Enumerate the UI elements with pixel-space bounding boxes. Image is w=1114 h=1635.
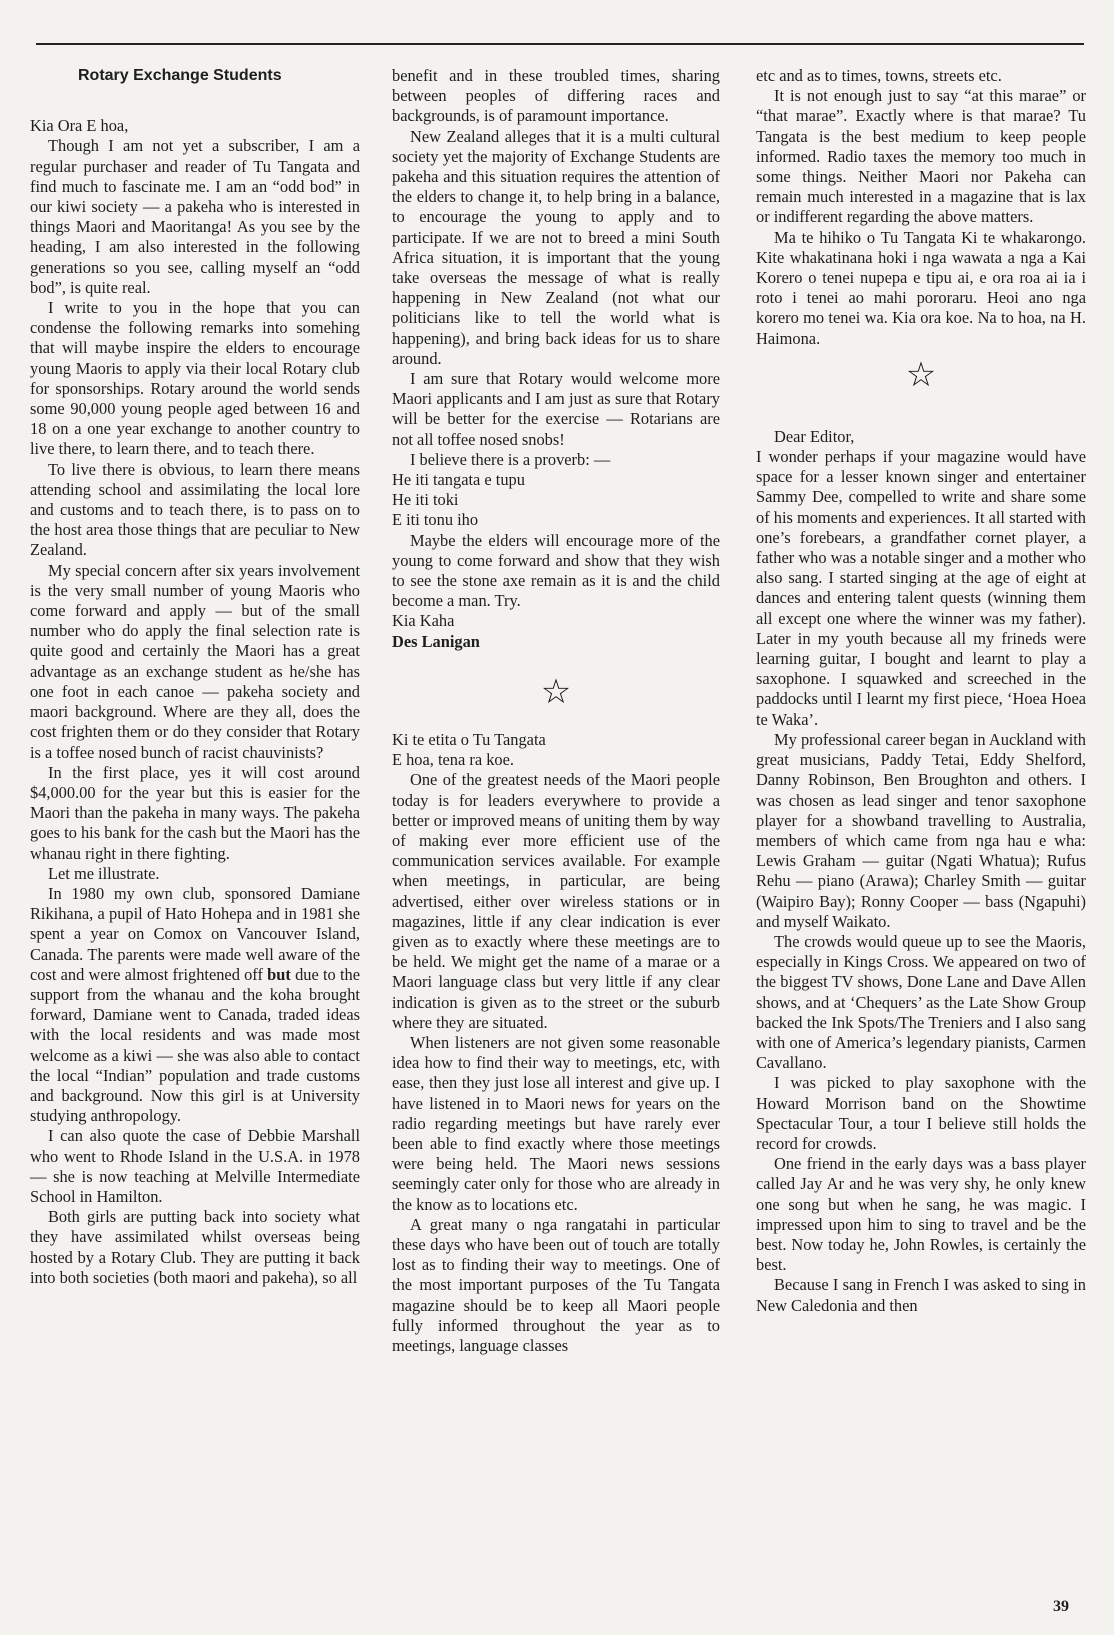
paragraph: Because I sang in French I was asked to sing in New Caledonia and then <box>756 1275 1086 1315</box>
letter-greeting: E hoa, tena ra koe. <box>392 750 514 770</box>
paragraph: I can also quote the case of Debbie Marshall who went to Rhode Island in the U.S.A. in 1978 — she is now teaching at Melville Intermediate School in Hamilton. <box>30 1126 360 1206</box>
proverb-line: He iti toki <box>392 490 459 510</box>
article-heading: Rotary Exchange Students <box>78 67 282 84</box>
paragraph: A great many o nga rangatahi in particular these days who have been out of touch are totally lost as to finding their way to meetings. One of the most important purposes of the Tu Tangata magazine should be to keep all Maori people fully informed throughout the year as to meetings, language classes <box>392 1214 720 1355</box>
paragraph: My special concern after six years involvement is the very small number of young Maoris who come forward and apply — but of the small number who do apply the final selection rate is quite good and certainly the Maori has a great advantage as an exchange student as he/she has one foot in each canoe — pakeha society and maori background. Where are they all, does the cost frighten them or do they consider that Rotary is a toffee nosed bunch of racist chauvinists? <box>30 560 360 762</box>
star-icon: ☆ <box>905 356 937 394</box>
paragraph: I was picked to play saxophone with the Howard Morrison band on the Showtime Spectacular Tour, a tour I believe still holds the record for crowds. <box>756 1073 1086 1153</box>
column-3 <box>756 66 1086 1316</box>
paragraph: etc and as to times, towns, streets etc. <box>756 66 1002 85</box>
paragraph: My professional career began in Auckland with great musicians, Paddy Tetai, Eddy Shelford, Danny Robinson, Ben Broughton and others. I was chosen as lead singer and tenor saxophone player for a showband travelling to Australia, members of which came from nga hau e wha: Lewis Graham — guitar (Ngati Whatua); Rufus Rehu — piano (Arawa); Charley Smith — guitar (Waipiro Bay); Ronny Cooper — bass (Ngapuhi) and myself Waikato. <box>756 729 1086 931</box>
paragraph <box>30 884 360 1126</box>
paragraph: Let me illustrate. <box>48 863 160 883</box>
text-run: due to the support from the whanau and the koha brought forward, Damiane went to Canada, traded ideas with the local residents and was made most welcome as a kiwi — she was also able to contact the local “Indian” population and trade customs and background. Now this girl is at University studying anthropology. <box>30 964 360 1126</box>
paragraph: New Zealand alleges that it is a multi cultural society yet the majority of Exchange Students are pakeha and this situation requires the attention of the elders to change it, to help bring in a balance, to encourage the young to apply and to participate. If we are not to breed a mini South Africa situation, it is important that the young take overseas the message of what is really happening in New Zealand (not what our politicians like to tell the world what is happening), and bring back ideas for us to share around. <box>392 126 720 368</box>
proverb-line: He iti tangata e tupu <box>392 470 525 490</box>
letter-greeting: Ki te etita o Tu Tangata <box>392 729 546 749</box>
paragraph: Ma te hihiko o Tu Tangata Ki te whakarongo. Kite whakatinana hoki i nga wawata a nga a Kai Korero o tenei nupepa e tipu ai, e ora roa ai ia i roto i tenei ao mahi pororaru. Heoi ano nga korero mo tenei wa. Kia ora koe. Na to hoa, na H. Haimona. <box>756 227 1086 348</box>
column-2 <box>392 66 720 1356</box>
paragraph: Both girls are putting back into society what they have assimilated whilst overseas being hosted by a Rotary Club. They are putting it back into both societies (both maori and pakeha), so all <box>30 1207 360 1287</box>
star-icon: ☆ <box>540 673 572 711</box>
paragraph: Maybe the elders will encourage more of the young to come forward and show that they wish to see the stone axe remain as it is and the child become a man. Try. <box>392 530 720 611</box>
letter-greeting: Dear Editor, <box>774 426 855 446</box>
paragraph: One of the greatest needs of the Maori people today is for leaders everywhere to provide a better or improved means of uniting them by way of making ever more efficient use of the communication services available. For example when meetings, in particular, are being advertised, either over wireless stations or in magazines, little if any clear indication is ever given as to exactly where these meetings are to be held. We might get the name of a marae or a Maori language class but very little if any clear indication is given as to the street or the suburb where they are situated. <box>392 770 720 1032</box>
paragraph: When listeners are not given some reasonable idea how to find their way to meetings, etc, with ease, then they just lose all interest and give up. I have listened in to Maori news for years on the radio regarding meetings but have rarely ever been able to find exactly where those meetings were being held. The Maori news sessions seemingly cater only for those who are already in the know as to locations etc. <box>392 1032 720 1214</box>
letter-greeting: Kia Ora E hoa, <box>30 116 129 136</box>
proverb-line: E iti tonu iho <box>392 510 479 530</box>
paragraph: I am sure that Rotary would welcome more Maori applicants and I am just as sure that Rotary will be better for the exercise — Rotarians are not all toffee nosed snobs! <box>392 369 720 449</box>
column-1 <box>30 66 360 1288</box>
paragraph: I write to you in the hope that you can condense the following remarks into somehing that will maybe inspire the elders to encourage young Maoris to apply via their local Rotary club for sponsorships. Rotary around the world sends some 90,000 young people aged between 16 and 18 on a one year exchange to another country to live there, to learn there, and to teach there. <box>30 298 360 459</box>
page-number: 39 <box>1053 1598 1069 1615</box>
spacer <box>756 405 1086 427</box>
paragraph: Though I am not yet a subscriber, I am a regular purchaser and reader of Tu Tangata and find much to fascinate me. I am an “odd bod” in our kiwi society — a pakeha who is interested in things Maori and Maoritanga! As you see by the heading, I am also interested in the following generations so you see, calling myself an “odd bod”, is quite real. <box>30 136 360 297</box>
top-rule <box>36 43 1084 45</box>
paragraph: It is not enough just to say “at this marae” or “that marae”. Exactly where is that marae? Tu Tangata is the best medium to keep people informed. Radio taxes the memory too much in some things. Neither Maori nor Pakeha can remain much interested in a magazine that is lax or indifferent regarding the above matters. <box>756 86 1086 227</box>
text-run: In 1980 my own club, sponsored Damiane Rikihana, a pupil of Hato Hohepa and in 1981 she spent a year on Comox on Vancouver Island, Canada. The parents were made well aware of the cost and were almost frightened off <box>30 883 360 984</box>
paragraph: benefit and in these troubled times, sharing between peoples of differing races and backgrounds, is of paramount importance. <box>392 66 720 126</box>
paragraph: One friend in the early days was a bass player called Jay Ar and he was very shy, he only knew one song but when he sang, he was magic. I impressed upon him to sing to travel and be the best. Now today he, John Rowles, is certainly the best. <box>756 1154 1086 1275</box>
letter-closing: Kia Kaha <box>392 611 455 631</box>
paragraph: The crowds would queue up to see the Maoris, especially in Kings Cross. We appeared on two of the biggest TV shows, Done Lane and Dave Allen shows, and at ‘Chequers’ as the Late Show Group backed the Ink Spots/The Treniers and I also sang with one of America’s legendary pianists, Carmen Cavallano. <box>756 931 1086 1073</box>
paragraph: In the first place, yes it will cost around $4,000.00 for the year but this is easier for the Maori than the pakeha in many ways. The pakeha goes to his bank for the cash but the Maori has the whanau right in there fighting. <box>30 762 361 863</box>
bold-text-run: but <box>267 964 291 984</box>
paragraph: To live there is obvious, to learn there means attending school and assimilating the local lore and customs and to teach there, is to pass on to the host area those things that are peculiar to New Zealand. <box>30 459 360 560</box>
paragraph: I believe there is a proverb: — <box>410 449 611 469</box>
letter-signature: Des Lanigan <box>392 631 480 651</box>
paragraph: I wonder perhaps if your magazine would have space for a lesser known singer and entertainer Sammy Dee, compelled to write and share some of his moments and experiences. It all started with one’s forebears, a grandfather cornet player, a father who was a notable singer and a mother who also sang. I started singing at the age of eight at dances and entering talent quests (winning them all except one where the winner was my father). Later in my youth because all my frineds were learning guitar, I bought and learnt to play a saxophone. I squawked and screeched in the paddocks until I learnt my first piece, ‘Hoea Hoea te Waka’. <box>756 447 1086 729</box>
